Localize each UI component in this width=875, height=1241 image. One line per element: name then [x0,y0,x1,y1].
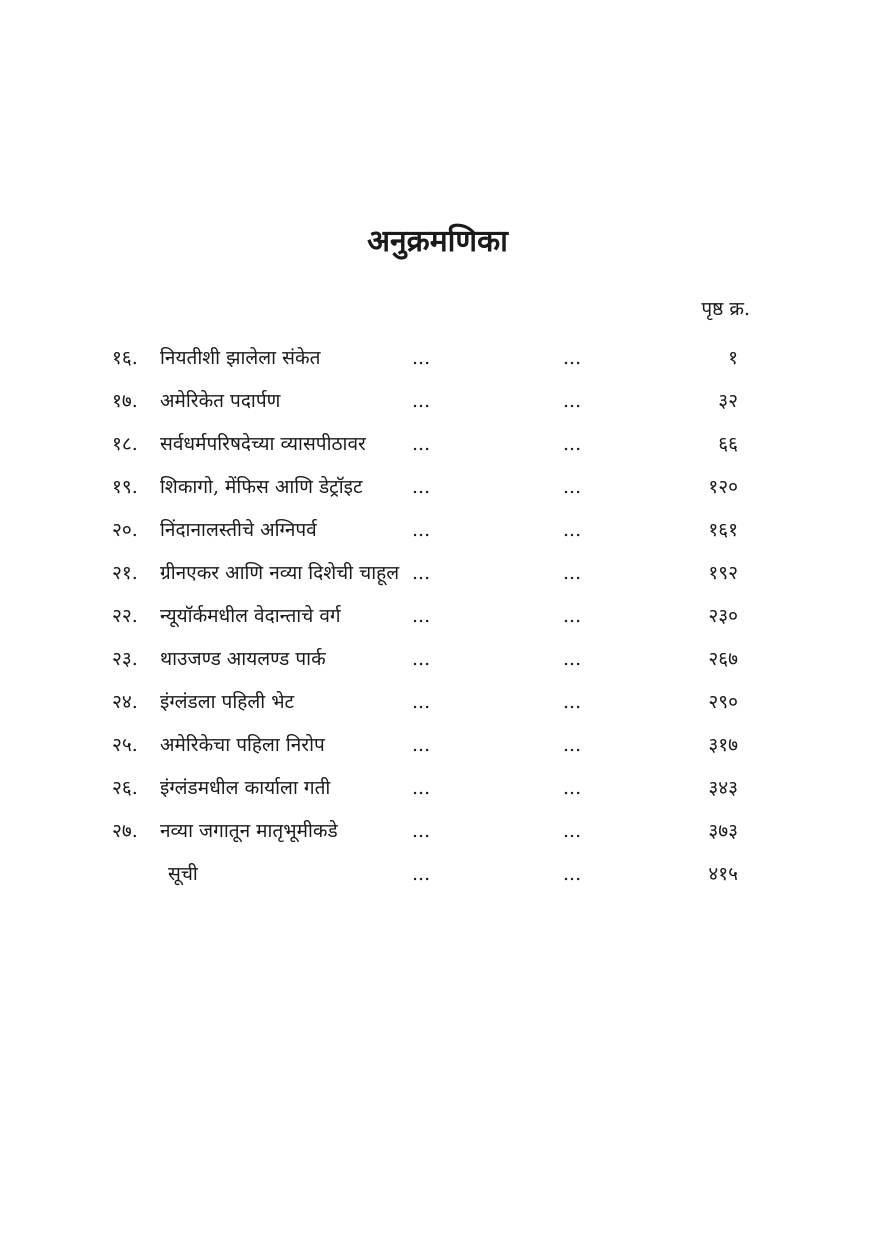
entry-number: २१. [112,562,138,584]
entry-title: अमेरिकेचा पहिला निरोप [160,734,325,756]
entry-leader-dots: ... [563,605,582,627]
entry-number: २३. [112,648,138,670]
entry-title: थाउजण्ड आयलण्ड पार्क [160,648,326,670]
entry-page-number: ३२ [718,390,738,412]
entry-number: २५. [112,734,138,756]
entry-leader-dots: ... [412,691,431,713]
entry-number: २६. [112,777,138,799]
toc-entry [0,684,875,727]
table-of-contents [0,340,875,899]
entry-number: २४. [112,691,138,713]
entry-leader-dots: ... [563,519,582,541]
appendix-title: सूची [168,863,198,885]
entry-leader-dots: ... [563,648,582,670]
entry-title: इंग्लंडमधील कार्याला गती [160,777,331,799]
toc-entry [0,469,875,512]
toc-entry [0,555,875,598]
entry-number: २०. [112,519,138,541]
entry-leader-dots: ... [563,734,582,756]
toc-entry-appendix [0,856,875,899]
entry-leader-dots: ... [412,777,431,799]
entry-page-number: ६६ [718,433,738,455]
appendix-page-number: ४१५ [708,863,738,885]
toc-heading: अनुक्रमणिका [367,224,508,259]
entry-leader-dots: ... [412,347,431,369]
entry-leader-dots: ... [563,777,582,799]
entry-leader-dots: ... [412,519,431,541]
entry-page-number: ३१७ [708,734,738,756]
entry-page-number: १ [728,347,738,369]
entry-leader-dots: ... [412,605,431,627]
entry-title: अमेरिकेत पदार्पण [160,390,281,412]
toc-entry [0,340,875,383]
entry-title: निंदानालस्तीचे अग्निपर्व [160,519,317,541]
toc-entry [0,426,875,469]
entry-leader-dots: ... [563,691,582,713]
entry-number: १८. [112,433,138,455]
toc-entry [0,813,875,856]
entry-number: १६. [112,347,138,369]
entry-page-number: १२० [708,476,738,498]
entry-page-number: ३७३ [708,820,738,842]
entry-leader-dots: ... [412,476,431,498]
entry-leader-dots: ... [563,433,582,455]
page-number-column-label: पृष्ठ क्र. [701,298,750,320]
entry-page-number: १६१ [708,519,738,541]
entry-number: २२. [112,605,138,627]
entry-page-number: ३४३ [708,777,738,799]
entry-leader-dots: ... [412,648,431,670]
toc-entry [0,383,875,426]
entry-leader-dots: ... [412,820,431,842]
entry-page-number: २३० [708,605,738,627]
entry-leader-dots: ... [563,820,582,842]
entry-title: ग्रीनएकर आणि नव्या दिशेची चाहूल [160,562,400,584]
entry-number: २७. [112,820,138,842]
entry-page-number: २९० [708,691,738,713]
entry-leader-dots: ... [563,476,582,498]
toc-entry [0,512,875,555]
toc-entry [0,770,875,813]
entry-title: शिकागो, मेंफिस आणि डेट्रॉइट [160,476,363,498]
entry-page-number: २६७ [708,648,738,670]
entry-leader-dots: ... [563,562,582,584]
entry-leader-dots: ... [563,347,582,369]
toc-entry [0,727,875,770]
entry-title: सर्वधर्मपरिषदेच्या व्यासपीठावर [160,433,366,455]
entry-leader-dots: ... [563,863,582,885]
entry-title: नव्या जगातून मातृभूमीकडे [160,820,338,842]
entry-leader-dots: ... [563,390,582,412]
entry-title: न्यूयॉर्कमधील वेदान्ताचे वर्ग [160,605,341,627]
entry-leader-dots: ... [412,433,431,455]
entry-leader-dots: ... [412,390,431,412]
entry-leader-dots: ... [412,734,431,756]
toc-entry [0,641,875,684]
toc-entry [0,598,875,641]
entry-leader-dots: ... [412,863,431,885]
entry-leader-dots: ... [412,562,431,584]
entry-title: नियतीशी झालेला संकेत [160,347,321,369]
entry-page-number: १९२ [708,562,738,584]
entry-number: १९. [112,476,138,498]
entry-number: १७. [112,390,138,412]
entry-title: इंग्लंडला पहिली भेट [160,691,295,713]
